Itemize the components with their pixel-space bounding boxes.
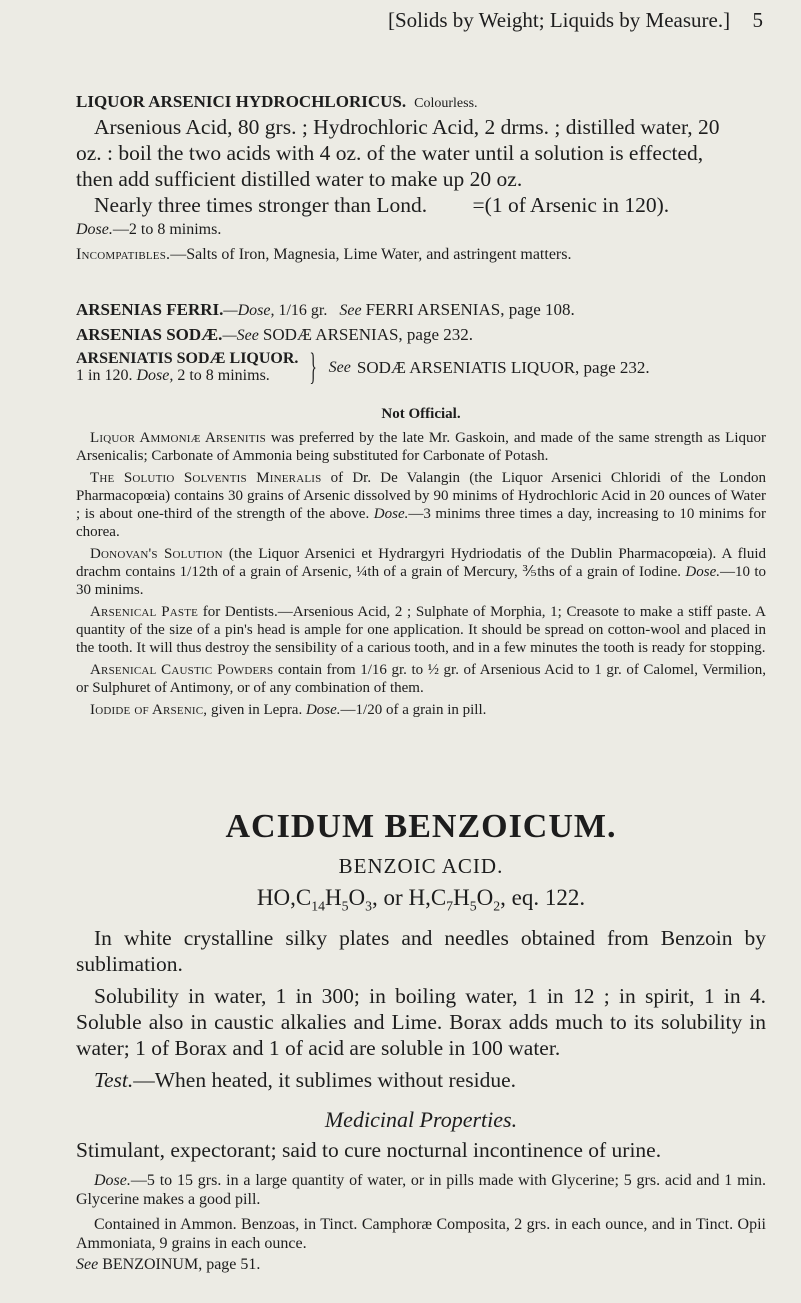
formula-part: H <box>453 885 470 910</box>
running-title: [Solids by Weight; Liquids by Measure.] <box>388 8 731 32</box>
formula-sub: 7 <box>446 898 454 914</box>
paragraph-text: was preferred by the late Mr. Gaskoin, and made of the same strength as Liquor Arsenicalis; Carbonate of Ammonia being substituted for Carbonate of Potash. <box>76 430 766 464</box>
paragraph <box>76 701 766 719</box>
formula-part: O <box>476 885 494 910</box>
entry-subtitle: BENZOIC ACID. <box>338 854 504 878</box>
section-heading: Not Official. <box>381 406 461 422</box>
xref-strength: 1 in 120. <box>76 367 133 384</box>
paragraph <box>76 429 766 465</box>
xref-title: ARSENIATIS SODÆ LIQUOR. <box>76 350 299 367</box>
paragraph-text: contain from 1/16 gr. to ½ gr. of Arsenious Acid to 1 gr. of Calomel, Vermilion, or Sulphuret of Antimony, or of any combination of them. <box>76 662 766 696</box>
not-official-section <box>76 406 766 719</box>
entry-title: ACIDUM BENZOICUM. <box>225 808 617 845</box>
paragraph-lead: Iodide of Arsenic, <box>90 702 208 718</box>
xref-target: SODÆ ARSENIATIS LIQUOR, page 232. <box>356 357 650 377</box>
paragraph <box>76 545 766 599</box>
paragraph-text: (the Liquor Arsenici et Hydrargyri Hydriodatis of the Dublin Pharmacopœia). A fluid drachm contains 1/12th of a grain of Arsenic, ¼th of a grain of Mercury, ⅗ths of a grain of Iodine. <box>76 546 766 580</box>
incompatibles-label: Incompatibles. <box>76 246 171 263</box>
paragraph-lead: Liquor Ammoniæ Arsenitis <box>90 430 266 446</box>
description: In white crystalline silky plates and needles obtained from Benzoin by sublimation. <box>76 925 766 976</box>
xref-title: ARSENIAS SODÆ. <box>76 325 223 344</box>
entry-line: Arsenious Acid, 80 grs. ; Hydrochloric Acid, 2 drms. ; distilled water, 20 <box>94 115 720 139</box>
formula-sub: 3 <box>365 898 373 914</box>
dose-text: —2 to 8 minims. <box>112 221 222 238</box>
formula-part: , or H,C <box>372 885 447 910</box>
brace-glyph: } <box>309 346 318 388</box>
xref-see: See <box>328 358 351 376</box>
paragraph-lead: The Solutio Solventis Mineralis <box>90 470 322 486</box>
entry-line: Nearly three times stronger than Lond. <box>94 193 428 217</box>
xref-see: —See <box>222 327 259 344</box>
liquor-arsenici-entry <box>76 92 766 264</box>
formula-part: , eq. 122. <box>500 885 586 910</box>
xref-dose: 2 to 8 minims. <box>177 367 270 384</box>
xref-see: See <box>339 302 362 319</box>
see-label: See <box>76 1255 99 1273</box>
xref-dose: 1/16 gr. <box>278 302 328 319</box>
cross-references <box>76 300 766 388</box>
dose-label: Dose. <box>94 1171 131 1189</box>
test-label: Test. <box>94 1067 134 1092</box>
xref-target: FERRI ARSENIAS, page 108. <box>365 300 575 319</box>
paragraph <box>76 603 766 657</box>
formula-part: H <box>324 885 342 910</box>
entry-line: then add sufficient distilled water to make up 20 oz. <box>76 167 523 191</box>
dose-text: —3 minims three times a day, increasing to 10 minims for chorea. <box>76 506 766 540</box>
entry-title-note: Colourless. <box>414 96 478 111</box>
formula-sub: 5 <box>469 898 477 914</box>
strength-equivalent: =(1 of Arsenic in 120). <box>472 193 670 217</box>
paragraph <box>76 469 766 541</box>
contained-in: Contained in Ammon. Benzoas, in Tinct. Camphoræ Composita, 2 grs. in each ounce, and in Tinct. Opii Ammoniata, 9 grains in each ounce. <box>76 1215 766 1252</box>
page-number: 5 <box>752 8 763 32</box>
properties-text: Stimulant, expectorant; said to cure nocturnal incontinence of urine. <box>76 1137 662 1162</box>
dose-text: —5 to 15 grs. in a large quantity of water, or in pills made with Glycerine; 5 grs. acid and 1 min. Glycerine makes a good pill. <box>76 1171 766 1208</box>
dose-text: —1/20 of a grain in pill. <box>340 702 487 718</box>
incompatibles-text: —Salts of Iron, Magnesia, Lime Water, and astringent matters. <box>170 246 572 263</box>
paragraph-text: given in Lepra. <box>207 702 303 718</box>
solubility: Solubility in water, 1 in 300; in boiling water, 1 in 12 ; in spirit, 1 in 4. Soluble also in caustic alkalies and Lime. Borax adds much to its solubility in water; 1 of Borax and 1 of acid are soluble in 100 water. <box>76 983 766 1060</box>
acidum-benzoicum-entry <box>76 808 766 1274</box>
running-head <box>388 8 763 33</box>
dose-label: Dose. <box>305 702 341 718</box>
xref-title: ARSENIAS FERRI. <box>76 300 224 319</box>
paragraph <box>76 661 766 697</box>
formula-part: O <box>348 885 366 910</box>
paragraph-lead: Donovan's Solution <box>90 546 223 562</box>
dose-text: —10 to 30 minims. <box>76 564 767 598</box>
formula-part: HO,C <box>256 885 312 910</box>
xref-dose-label: —Dose, <box>223 302 275 319</box>
dose-label: Dose. <box>685 564 720 580</box>
formula-sub: 5 <box>341 898 349 914</box>
paragraph-lead: Arsenical Caustic Powders <box>90 662 274 678</box>
xref-target: SODÆ ARSENIAS, page 232. <box>262 325 474 344</box>
see-target: BENZOINUM, page 51. <box>102 1255 261 1273</box>
dose-label: Dose. <box>76 221 113 238</box>
properties-heading: Medicinal Properties. <box>324 1106 518 1132</box>
entry-line: oz. : boil the two acids with 4 oz. of the water until a solution is effected, <box>76 141 704 165</box>
paragraph-text: for Dentists.—Arsenious Acid, 2 ; Sulphate of Morphia, 1; Creasote to make a stiff paste. A quantity of the size of a pin's head is ample for one application. It should be spread on cotton-wool and placed in the tooth. It will thus destroy the sensibility of a carious tooth, and in a few minutes the tooth is ready for stopping. <box>76 604 766 656</box>
formula-sub: 2 <box>493 898 501 914</box>
xref-dose-label: Dose, <box>136 367 174 384</box>
chemical-formula <box>76 885 766 915</box>
paragraph-lead: Arsenical Paste <box>90 604 199 620</box>
dose-label: Dose. <box>373 506 409 522</box>
paragraph-text: of Dr. De Valangin (the Liquor Arsenici Chloridi of the London Pharmacopœia) contains 30 grains of Arsenic dissolved by 90 minims of Hydrochloric Acid in 20 ounces of Water ; is about one-third of the strength of the above. <box>76 470 766 522</box>
test-text: —When heated, it sublimes without residue. <box>133 1067 516 1092</box>
formula-sub: 14 <box>311 898 325 914</box>
entry-title: LIQUOR ARSENICI HYDROCHLORICUS. <box>76 92 407 111</box>
